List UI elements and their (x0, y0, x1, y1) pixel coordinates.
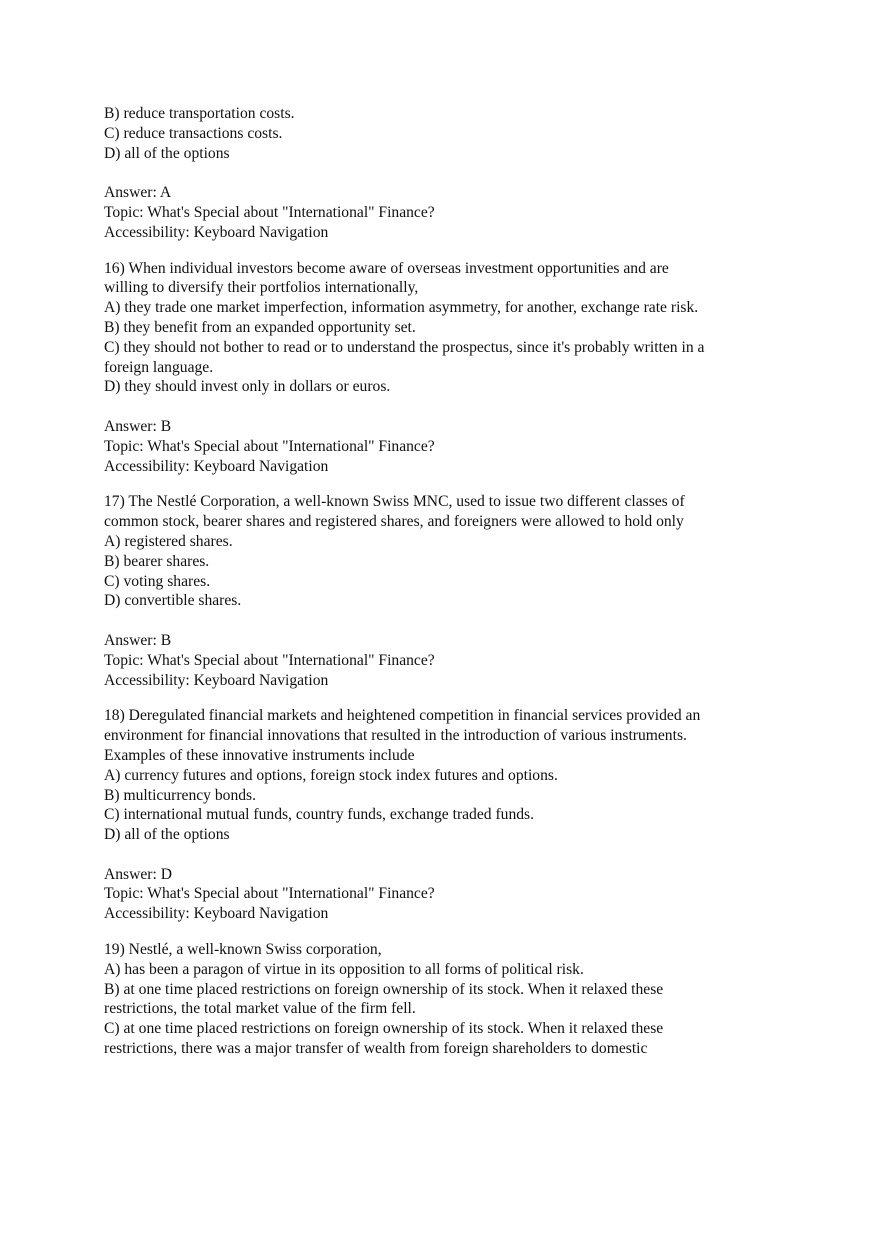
topic-line: Topic: What's Special about "International" Finance? (104, 203, 435, 221)
option-c: C) at one time placed restrictions on foreign ownership of its stock. When it relaxed these (104, 1020, 664, 1038)
option-c: C) reduce transactions costs. (104, 124, 283, 142)
topic-line: Topic: What's Special about "International" Finance? (104, 651, 435, 669)
topic-line: Topic: What's Special about "International" Finance? (104, 885, 435, 903)
option-d: D) convertible shares. (104, 592, 242, 610)
question-19 (104, 940, 784, 1059)
question-stem-line: 16) When individual investors become aware of overseas investment opportunities and are (104, 259, 669, 277)
option-b: B) bearer shares. (104, 552, 210, 570)
option-d: D) they should invest only in dollars or euros. (104, 378, 391, 396)
option-c-continued: restrictions, there was a major transfer of wealth from foreign shareholders to domestic (104, 1040, 648, 1058)
option-c-continued: foreign language. (104, 358, 214, 376)
option-a: A) they trade one market imperfection, information asymmetry, for another, exchange rate risk. (104, 299, 699, 317)
option-b: B) reduce transportation costs. (104, 105, 295, 122)
option-b-continued: restrictions, the total market value of the firm fell. (104, 1000, 416, 1018)
topic-line: Topic: What's Special about "International" Finance? (104, 437, 435, 455)
question-stem-line: 18) Deregulated financial markets and heightened competition in financial services provided an (104, 707, 701, 725)
question-18 (104, 706, 784, 924)
option-d: D) all of the options (104, 826, 230, 844)
option-b: B) they benefit from an expanded opportunity set. (104, 318, 416, 336)
question-stem-line: common stock, bearer shares and registered shares, and foreigners were allowed to hold only (104, 513, 684, 531)
option-c: C) they should not bother to read or to understand the prospectus, since it's probably written in a (104, 338, 705, 356)
question-15-tail (104, 104, 784, 243)
question-stem-line: environment for financial innovations that resulted in the introduction of various instruments. (104, 727, 687, 745)
question-stem-line: 17) The Nestlé Corporation, a well-known Swiss MNC, used to issue two different classes of (104, 493, 685, 511)
answer-line: Answer: D (104, 865, 172, 883)
accessibility-line: Accessibility: Keyboard Navigation (104, 671, 329, 689)
accessibility-line: Accessibility: Keyboard Navigation (104, 905, 329, 923)
question-17 (104, 492, 784, 690)
answer-line: Answer: B (104, 417, 172, 435)
accessibility-line: Accessibility: Keyboard Navigation (104, 457, 329, 475)
option-c: C) international mutual funds, country funds, exchange traded funds. (104, 806, 535, 824)
question-stem-line: 19) Nestlé, a well-known Swiss corporation, (104, 941, 382, 959)
option-a: A) currency futures and options, foreign stock index futures and options. (104, 766, 558, 784)
question-16 (104, 259, 784, 477)
option-b: B) at one time placed restrictions on foreign ownership of its stock. When it relaxed these (104, 980, 664, 998)
option-c: C) voting shares. (104, 572, 211, 590)
document-page (104, 104, 784, 1059)
option-d: D) all of the options (104, 144, 230, 162)
option-a: A) registered shares. (104, 532, 233, 550)
question-stem-line: Examples of these innovative instruments include (104, 746, 415, 764)
accessibility-line: Accessibility: Keyboard Navigation (104, 223, 329, 241)
question-stem-line: willing to diversify their portfolios internationally, (104, 279, 419, 297)
answer-line: Answer: A (104, 184, 172, 202)
answer-line: Answer: B (104, 631, 172, 649)
option-a: A) has been a paragon of virtue in its opposition to all forms of political risk. (104, 960, 584, 978)
option-b: B) multicurrency bonds. (104, 786, 257, 804)
